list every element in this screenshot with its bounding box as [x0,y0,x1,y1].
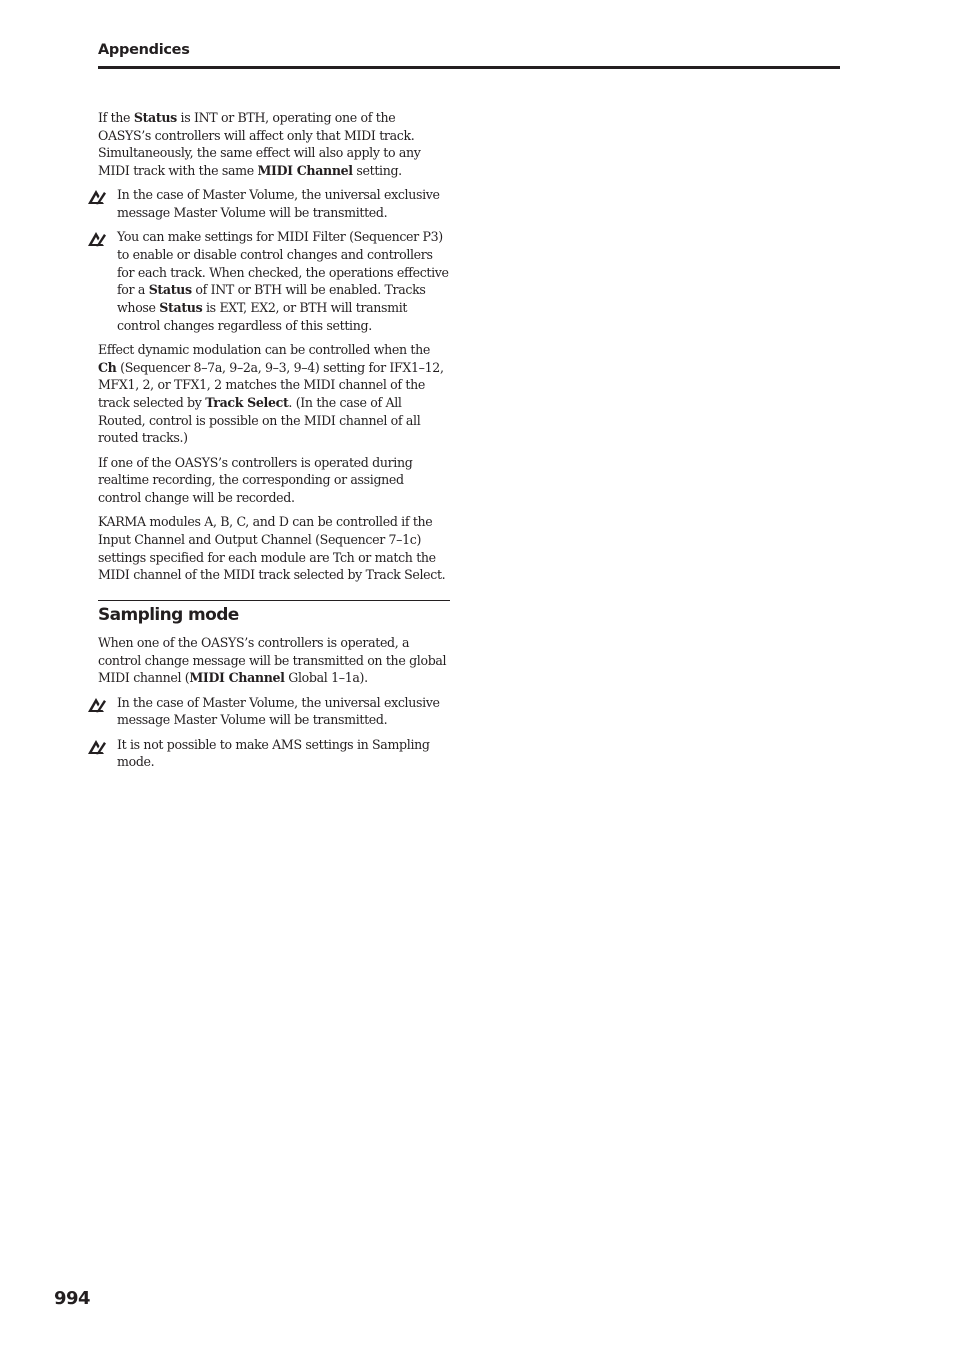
header-title: Appendices [98,42,190,58]
note-ams-settings: It is not possible to make AMS settings in Sampling mode. [98,736,450,771]
pencil-note-icon [87,188,107,205]
section-rule [98,600,450,601]
note-midi-filter: You can make settings for MIDI Filter (Sequencer P3) to enable or disable control changes and controllers for each track. When checked, the operations effective for a Status of INT or BTH will be enabled. Tracks whose Status is EXT, EX2, or BTH will transmit control changes regardless of this setting. [98,228,450,334]
section-title: Sampling mode [98,605,239,626]
note-sampling-master-volume: In the case of Master Volume, the universal exclusive message Master Volume will be transmitted. [98,694,450,729]
header-rule [98,66,840,69]
pencil-note-icon [87,738,107,755]
paragraph-sampling-controllers: When one of the OASYS’s controllers is operated, a control change message will be transmitted on the global MIDI channel (MIDI Channel Global 1–1a). [98,635,447,686]
paragraph-realtime-recording: If one of the OASYS’s controllers is operated during realtime recording, the corresponding or assigned control change will be recorded. [98,454,413,506]
main-column [98,109,450,778]
pencil-note-icon [87,696,107,713]
paragraph-status: If the Status is INT or BTH, operating one of the OASYS’s controllers will affect only that MIDI track. Simultaneously, the same effect will also apply to any MIDI track with the same MIDI Channel setting. [98,110,421,179]
paragraph-effect-modulation: Effect dynamic modulation can be controlled when the Ch (Sequencer 8–7a, 9–2a, 9–3, 9–4) setting for IFX1–12, MFX1, 2, or TFX1, 2 matches the MIDI channel of the track selected by Track Select. (In the case of All Routed, control is possible on the MIDI channel of all routed tracks.) [98,341,444,446]
note-master-volume: In the case of Master Volume, the universal exclusive message Master Volume will be transmitted. [98,186,450,221]
page-number: 994 [54,1288,91,1309]
pencil-note-icon [87,230,107,247]
paragraph-karma-modules: KARMA modules A, B, C, and D can be controlled if the Input Channel and Output Channel (Sequencer 7–1c) settings specified for each module are Tch or match the MIDI channel of the MIDI track selected by Track Select. [98,514,446,583]
